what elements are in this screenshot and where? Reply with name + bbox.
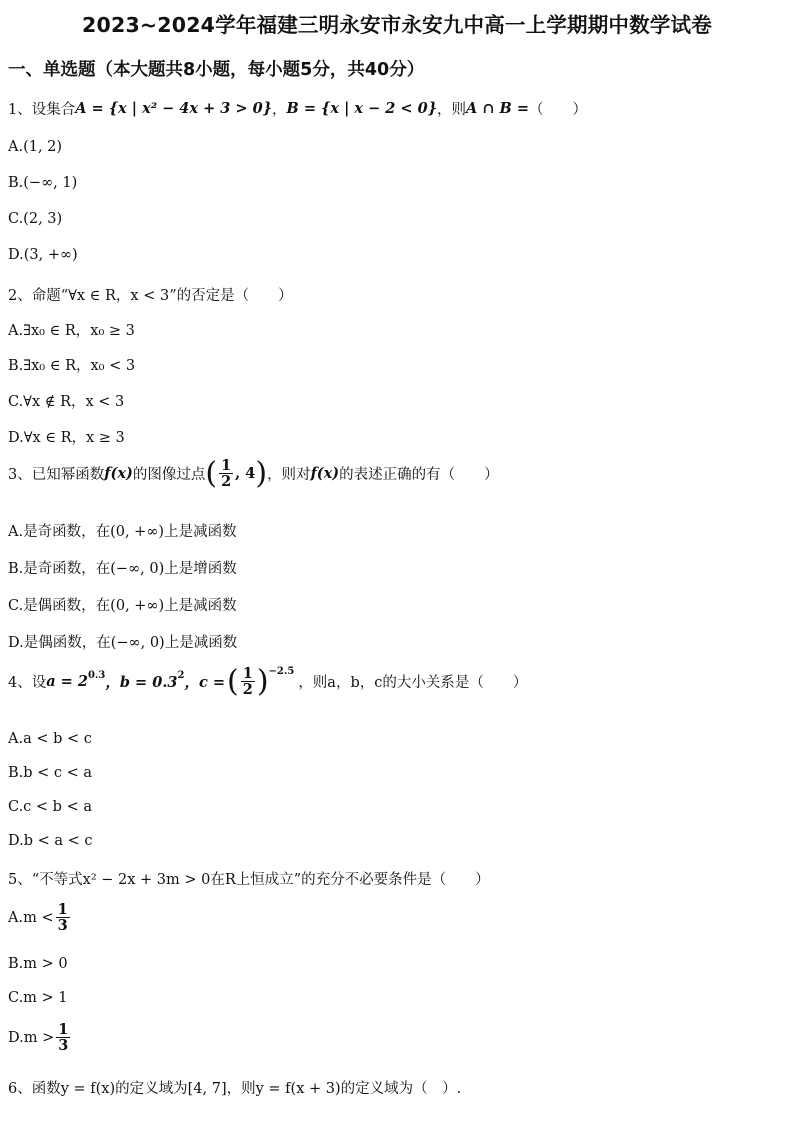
q3-option-d: D.是偶函数，在(−∞, 0)上是减函数 <box>8 635 238 651</box>
q3-option-b: B.是奇函数，在(−∞, 0)上是增函数 <box>8 561 237 577</box>
q1-option-b: B.(−∞, 1) <box>8 175 78 191</box>
q4-b: ，b = 0.3 <box>105 674 178 692</box>
q3-option-c: C.是偶函数，在(0, +∞)上是减函数 <box>8 598 237 614</box>
q5-option-d-den: 3 <box>58 1037 69 1055</box>
q1-option-a: A.(1, 2) <box>8 139 63 155</box>
q1-paren: （ ） <box>528 102 587 118</box>
question-2-stem: 2、命题“∀x ∈ R，x < 3”的否定是（ ） <box>8 288 293 304</box>
q1-option-c: C.(2, 3) <box>8 211 63 227</box>
q5-option-d-fraction <box>56 1022 70 1053</box>
q1-set-b: B = {x | x − 2 < 0} <box>286 100 438 117</box>
q3-option-a: A.是奇函数，在(0, +∞)上是减函数 <box>8 524 237 540</box>
q3-fx: f(x) <box>104 465 133 483</box>
q3-mid: 的图像过点 <box>132 467 206 484</box>
q4-c-exp: −2.5 <box>268 666 295 677</box>
q3-fx-2: f(x) <box>310 465 340 483</box>
q3-prefix: 3、已知幂函数 <box>8 467 105 484</box>
q4-option-a: A.a < b < c <box>8 731 92 747</box>
q5-option-c: C.m > 1 <box>8 990 68 1006</box>
q2-option-b: B.∃x₀ ∈ R，x₀ < 3 <box>8 358 136 374</box>
q3-point-fraction <box>219 458 233 489</box>
q3-point-y: , 4 <box>235 465 256 483</box>
q4-a: a = 2 <box>46 673 88 691</box>
q5-option-a-prefix: A.m < <box>8 909 54 926</box>
q3-tail1: ，则对 <box>267 467 311 484</box>
q5-option-b: B.m > 0 <box>8 956 68 972</box>
question-4-stem <box>8 663 528 699</box>
q4-c-fraction <box>241 666 255 697</box>
question-5-stem: 5、“不等式x² − 2x + 3m > 0在R上恒成立”的充分不必要条件是（ ） <box>8 872 490 888</box>
question-6-stem: 6、函数y = f(x)的定义域为[4, 7]，则y = f(x + 3)的定义域为（ ）. <box>8 1081 462 1097</box>
q2-option-c: C.∀x ∉ R，x < 3 <box>8 394 125 410</box>
q2-option-a: A.∃x₀ ∈ R，x₀ ≥ 3 <box>8 323 135 339</box>
q5-option-a-den: 3 <box>57 917 68 935</box>
q1-tail: ，则 <box>437 102 467 118</box>
q5-option-d <box>8 1022 72 1053</box>
q5-option-a-fraction <box>56 902 70 933</box>
question-1-stem <box>8 98 587 119</box>
q4-option-d: D.b < a < c <box>8 833 93 849</box>
q3-right-paren: ) <box>255 455 268 491</box>
q5-option-d-prefix: D.m > <box>8 1029 55 1046</box>
q4-option-b: B.b < c < a <box>8 765 93 781</box>
q4-option-c: C.c < b < a <box>8 799 92 815</box>
q5-option-a-num: 1 <box>57 901 68 918</box>
q5-option-d-num: 1 <box>58 1021 69 1038</box>
q1-expr: A ∩ B = <box>466 100 529 117</box>
q4-c: ，c = <box>184 674 225 692</box>
q3-point-num: 1 <box>221 457 232 474</box>
q4-tail: ，则a，b，c的大小关系是（ ） <box>298 675 528 692</box>
page-title: 2023~2024学年福建三明永安市永安九中高一上学期期中数学试卷 <box>82 13 712 37</box>
q4-right-paren: ) <box>256 663 269 699</box>
q3-left-paren: ( <box>205 455 218 491</box>
q4-b-exp: 2 <box>177 670 185 681</box>
q4-prefix: 4、设 <box>8 675 47 692</box>
q5-option-a <box>8 902 72 933</box>
q1-set-a: A = {x | x² − 4x + 3 > 0} <box>75 100 273 117</box>
q1-option-d: D.(3, +∞) <box>8 247 78 263</box>
section-heading: 一、单选题（本大题共8小题，每小题5分，共40分） <box>8 60 425 80</box>
q3-point-den: 2 <box>221 473 232 491</box>
q4-c-den: 2 <box>242 681 253 699</box>
q1-prefix: 1、设集合 <box>8 102 76 118</box>
question-3-stem <box>8 455 499 491</box>
q3-tail2: 的表述正确的有（ ） <box>339 467 499 484</box>
q4-c-num: 1 <box>242 665 253 682</box>
q1-sep: ， <box>272 102 287 118</box>
q4-a-exp: 0.3 <box>87 670 106 681</box>
q4-left-paren: ( <box>227 663 239 699</box>
q2-option-d: D.∀x ∈ R，x ≥ 3 <box>8 430 125 446</box>
